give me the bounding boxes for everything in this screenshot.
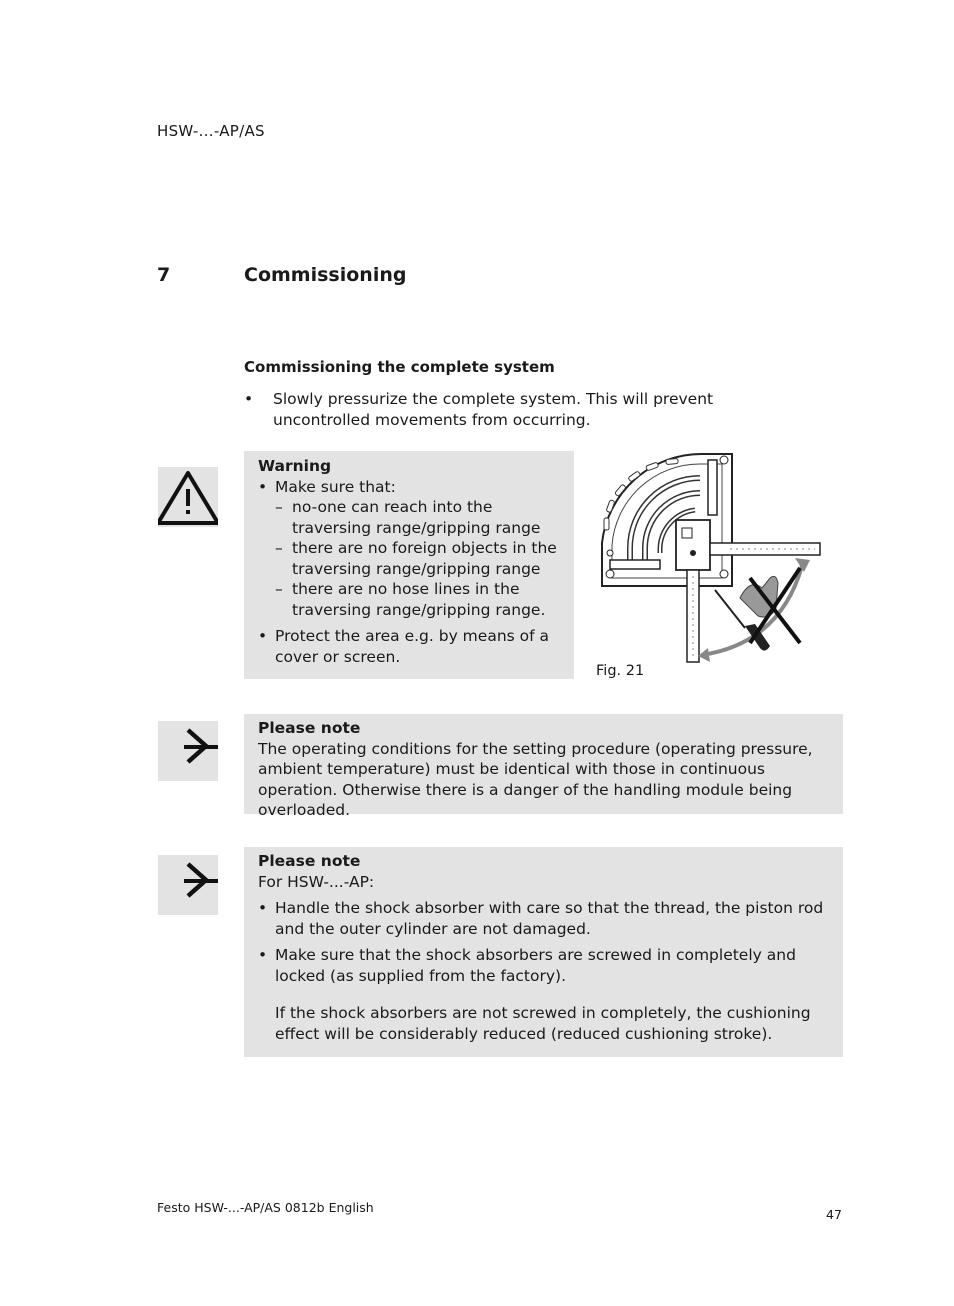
- note-2-box: [244, 847, 843, 1057]
- note-2-bullet: • Handle the shock absorber with care so that the thread, the piston rod and the outer cylinder are not damaged.: [258, 898, 828, 939]
- note-1-title: Please note: [258, 719, 361, 737]
- page-number: 47: [826, 1207, 842, 1222]
- intro-bullet-text: Slowly pressurize the complete system. This will prevent uncontrolled movements from occurring.: [273, 390, 714, 429]
- warning-sub-item: – there are no foreign objects in the traversing range/gripping range: [258, 538, 568, 579]
- chapter-title: Commissioning: [244, 264, 407, 286]
- warning-sub-item: – there are no hose lines in the traversing range/gripping range.: [258, 579, 568, 620]
- warning-bullet: [258, 626, 568, 667]
- warning-icon-box: [158, 467, 218, 527]
- warning-triangle-icon: [158, 467, 218, 527]
- figure-caption: Fig. 21: [596, 663, 645, 679]
- note-2-icon-box: [158, 855, 218, 915]
- section-heading: Commissioning the complete system: [244, 358, 555, 376]
- warning-bullet-1-text: Make sure that:: [275, 477, 396, 496]
- arrow-right-icon: [158, 721, 218, 781]
- warning-bullet-2-text: Protect the area e.g. by means of a cover or screen.: [275, 627, 550, 666]
- intro-bullet: • Slowly pressurize the complete system. This will prevent uncontrolled movements from occurring.: [244, 389, 804, 431]
- note-2-bullet: • Make sure that the shock absorbers are screwed in completely and locked (as supplied from the factory).: [258, 945, 828, 986]
- arrow-right-icon: [158, 855, 218, 915]
- figure-21: [590, 448, 830, 667]
- warning-bullet: [258, 477, 568, 621]
- note-2-title: Please note: [258, 852, 361, 870]
- note-1-box: [244, 714, 843, 819]
- note-1-icon-box: [158, 721, 218, 781]
- warning-sub-item: – no-one can reach into the traversing range/gripping range: [258, 497, 568, 538]
- note-1-text: The operating conditions for the setting procedure (operating pressure, ambient temperature) must be identical with those in continuous operation. Otherwise there is a danger of the handling module being overloaded.: [258, 739, 813, 819]
- note-2-intro: For HSW-...-AP:: [258, 872, 375, 891]
- footer-document-id: Festo HSW-...-AP/AS 0812b English: [157, 1200, 374, 1215]
- warning-title: Warning: [258, 457, 332, 475]
- header-code: HSW-...-AP/AS: [157, 122, 265, 140]
- handling-module-illustration: [590, 448, 830, 663]
- chapter-number: 7: [157, 264, 171, 286]
- warning-box: [244, 451, 574, 679]
- note-2-extra: If the shock absorbers are not screwed in completely, the cushioning effect will be considerably reduced (reduced cushioning stroke).: [275, 1004, 811, 1043]
